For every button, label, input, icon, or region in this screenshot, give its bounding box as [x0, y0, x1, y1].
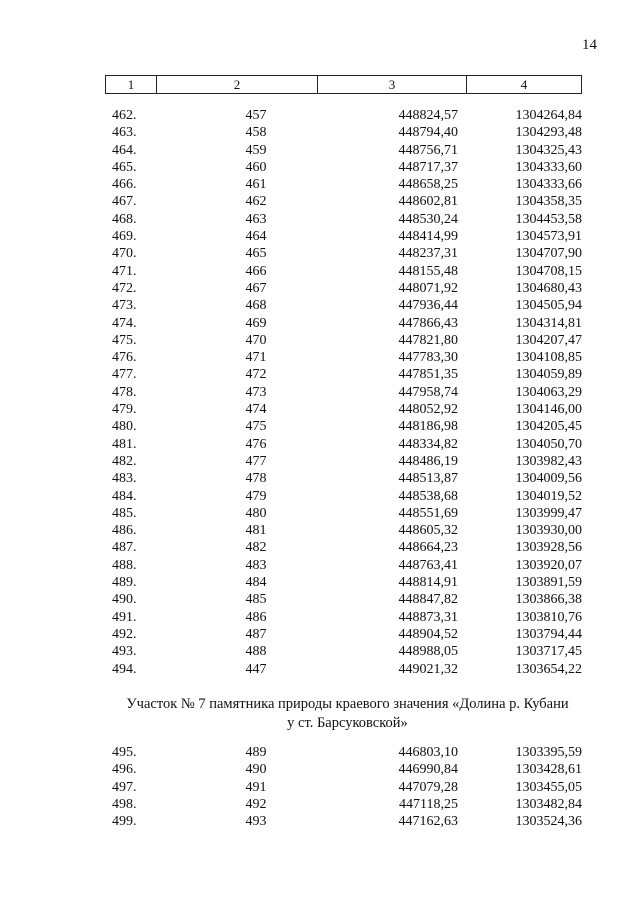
coordinate-y: 1304205,45: [515, 419, 582, 435]
coordinate-y: 1303654,22: [515, 661, 582, 677]
coordinate-x: 448071,92: [398, 280, 458, 296]
coordinate-x: 448551,69: [398, 505, 458, 521]
coordinate-x: 448763,41: [398, 557, 458, 573]
table-row: [0, 263, 640, 280]
coordinate-x: 448847,82: [398, 592, 458, 608]
row-index: 484.: [112, 488, 137, 504]
table-row: [0, 124, 640, 141]
point-number: 468: [245, 298, 267, 314]
point-number: 471: [245, 350, 267, 366]
point-number: 477: [245, 453, 267, 469]
coordinate-x: 448904,52: [398, 626, 458, 642]
coordinate-x: 448486,19: [398, 453, 458, 469]
point-number: 486: [245, 609, 267, 625]
coordinate-y: 1304333,60: [515, 159, 582, 175]
point-number: 462: [245, 194, 267, 210]
row-index: 498.: [112, 796, 137, 812]
coordinate-y: 1304573,91: [515, 229, 582, 245]
coordinate-x: 448658,25: [398, 177, 458, 193]
table-row: [0, 661, 640, 678]
table-row: [0, 505, 640, 522]
coordinate-x: 448756,71: [398, 142, 458, 158]
coordinate-y: 1303455,05: [515, 779, 582, 795]
row-index: 466.: [112, 177, 137, 193]
table-row: [0, 107, 640, 124]
coordinate-x: 446990,84: [398, 762, 458, 778]
coordinate-y: 1303930,00: [515, 523, 582, 539]
table-row: [0, 761, 640, 778]
row-index: 485.: [112, 505, 137, 521]
table-row: [0, 176, 640, 193]
point-number: 459: [245, 142, 267, 158]
coordinate-y: 1304146,00: [515, 402, 582, 418]
table-row: [0, 332, 640, 349]
coordinate-x: 448873,31: [398, 609, 458, 625]
table-row: [0, 211, 640, 228]
coordinate-x: 447118,25: [399, 796, 458, 812]
section-title-line-2: у ст. Барсуковской»: [287, 715, 408, 731]
coordinate-x: 448538,68: [398, 488, 458, 504]
row-index: 473.: [112, 298, 137, 314]
coordinate-x: 448530,24: [398, 211, 458, 227]
row-index: 499.: [112, 814, 137, 830]
coordinates-table-part-1: [0, 107, 640, 678]
point-number: 469: [245, 315, 267, 331]
coordinate-y: 1303920,07: [515, 557, 582, 573]
table-row: [0, 384, 640, 401]
row-index: 477.: [112, 367, 137, 383]
row-index: 483.: [112, 471, 137, 487]
coordinate-y: 1304680,43: [515, 280, 582, 296]
coordinate-x: 447851,35: [398, 367, 458, 383]
coordinate-x: 448155,48: [398, 263, 458, 279]
row-index: 494.: [112, 661, 137, 677]
point-number: 484: [245, 575, 267, 591]
coordinate-x: 448334,82: [398, 436, 458, 452]
point-number: 488: [245, 644, 267, 660]
coordinate-x: 447866,43: [398, 315, 458, 331]
point-number: 487: [245, 626, 267, 642]
row-index: 493.: [112, 644, 137, 660]
table-row: [0, 813, 640, 830]
coordinate-x: 447162,63: [398, 814, 458, 830]
point-number: 480: [245, 505, 267, 521]
point-number: 479: [245, 488, 267, 504]
coordinate-x: 447958,74: [398, 384, 458, 400]
coordinate-y: 1304707,90: [515, 246, 582, 262]
point-number: 465: [245, 246, 267, 262]
row-index: 470.: [112, 246, 137, 262]
table-row: [0, 401, 640, 418]
row-index: 462.: [112, 108, 137, 123]
table-row: [0, 418, 640, 435]
coordinate-x: 447079,28: [398, 779, 458, 795]
coordinate-x: 448414,99: [398, 229, 458, 245]
coordinate-y: 1304009,56: [515, 471, 582, 487]
coordinate-y: 1304314,81: [515, 315, 582, 331]
row-index: 495.: [112, 745, 137, 760]
row-index: 488.: [112, 557, 137, 573]
coordinate-y: 1303524,36: [515, 814, 582, 830]
table-row: [0, 436, 640, 453]
point-number: 467: [245, 280, 267, 296]
table-row: [0, 574, 640, 591]
coordinate-y: 1303428,61: [515, 762, 582, 778]
row-index: 487.: [112, 540, 137, 556]
coordinate-y: 1304063,29: [515, 384, 582, 400]
coordinate-x: 448602,81: [398, 194, 458, 210]
point-number: 472: [245, 367, 267, 383]
coordinate-y: 1304453,58: [515, 211, 582, 227]
table-row: [0, 626, 640, 643]
coordinate-y: 1304108,85: [515, 350, 582, 366]
table-row: [0, 779, 640, 796]
point-number: 474: [245, 402, 267, 418]
point-number: 491: [245, 779, 267, 795]
row-index: 468.: [112, 211, 137, 227]
point-number: 458: [245, 125, 267, 141]
point-number: 447: [245, 661, 267, 677]
point-number: 490: [245, 762, 267, 778]
table-row: [0, 349, 640, 366]
row-index: 492.: [112, 626, 137, 642]
row-index: 472.: [112, 280, 137, 296]
row-index: 480.: [112, 419, 137, 435]
row-index: 464.: [112, 142, 137, 158]
point-number: 473: [245, 384, 267, 400]
point-number: 475: [245, 419, 267, 435]
point-number: 478: [245, 471, 267, 487]
coordinate-y: 1303891,59: [515, 575, 582, 591]
coordinate-y: 1304050,70: [515, 436, 582, 452]
point-number: 481: [245, 523, 267, 539]
coordinate-y: 1304207,47: [515, 332, 582, 348]
coordinate-y: 1303717,45: [515, 644, 582, 660]
coordinate-x: 448513,87: [398, 471, 458, 487]
coordinates-table-part-2: [0, 744, 640, 830]
coordinate-y: 1303482,84: [515, 796, 582, 812]
table-row: [0, 796, 640, 813]
table-row: [0, 142, 640, 159]
row-index: 479.: [112, 402, 137, 418]
coordinate-y: 1304325,43: [515, 142, 582, 158]
coordinate-x: 447936,44: [398, 298, 458, 314]
row-index: 471.: [112, 263, 137, 279]
table-row: [0, 280, 640, 297]
coordinate-y: 1303928,56: [515, 540, 582, 556]
row-index: 497.: [112, 779, 137, 795]
row-index: 475.: [112, 332, 137, 348]
coordinate-x: 449021,32: [398, 661, 458, 677]
table-row: [0, 522, 640, 539]
coordinate-y: 1303999,47: [515, 505, 582, 521]
coordinate-y: 1303395,59: [515, 745, 582, 760]
coordinate-x: 446803,10: [398, 745, 458, 760]
point-number: 461: [245, 177, 267, 193]
coordinate-y: 1303866,38: [515, 592, 582, 608]
coordinate-y: 1304708,15: [515, 263, 582, 279]
row-index: 474.: [112, 315, 137, 331]
coordinate-x: 448186,98: [398, 419, 458, 435]
row-index: 482.: [112, 453, 137, 469]
section-title-line-1: Участок № 7 памятника природы краевого значения «Долина р. Кубани: [126, 696, 569, 712]
header-col-3: 3: [318, 76, 467, 93]
row-index: 496.: [112, 762, 137, 778]
table-row: [0, 193, 640, 210]
point-number: 466: [245, 263, 267, 279]
table-row: [0, 228, 640, 245]
table-row: [0, 159, 640, 176]
coordinate-y: 1303810,76: [515, 609, 582, 625]
table-row: [0, 315, 640, 332]
table-row: [0, 245, 640, 262]
coordinate-y: 1304358,35: [515, 194, 582, 210]
coordinate-x: 448237,31: [398, 246, 458, 262]
section-title: [110, 695, 585, 733]
point-number: 476: [245, 436, 267, 452]
table-row: [0, 744, 640, 761]
coordinate-x: 447783,30: [398, 350, 458, 366]
row-index: 465.: [112, 159, 137, 175]
row-index: 486.: [112, 523, 137, 539]
table-row: [0, 366, 640, 383]
table-row: [0, 609, 640, 626]
point-number: 464: [245, 229, 267, 245]
point-number: 483: [245, 557, 267, 573]
coordinate-y: 1304333,66: [515, 177, 582, 193]
table-row: [0, 591, 640, 608]
point-number: 489: [245, 745, 267, 760]
coordinate-x: 448824,57: [398, 108, 458, 123]
header-col-1: 1: [106, 76, 157, 93]
row-index: 469.: [112, 229, 137, 245]
coordinate-x: 448794,40: [398, 125, 458, 141]
coordinate-x: 448988,05: [398, 644, 458, 660]
coordinate-y: 1304293,48: [515, 125, 582, 141]
coordinate-y: 1303794,44: [515, 626, 582, 642]
row-index: 463.: [112, 125, 137, 141]
header-col-4: 4: [520, 77, 528, 92]
table-row: [0, 453, 640, 470]
coordinate-x: 448717,37: [398, 159, 458, 175]
header-col-2: 2: [157, 76, 318, 93]
point-number: 463: [245, 211, 267, 227]
point-number: 482: [245, 540, 267, 556]
coordinate-x: 448605,32: [398, 523, 458, 539]
row-index: 467.: [112, 194, 137, 210]
coordinate-x: 448664,23: [398, 540, 458, 556]
coordinate-y: 1304019,52: [515, 488, 582, 504]
point-number: 457: [245, 108, 267, 123]
table-row: [0, 539, 640, 556]
coordinate-x: 448052,92: [398, 402, 458, 418]
point-number: 485: [245, 592, 267, 608]
point-number: 492: [245, 796, 267, 812]
coordinate-y: 1304059,89: [515, 367, 582, 383]
row-index: 481.: [112, 436, 137, 452]
point-number: 470: [245, 332, 267, 348]
row-index: 490.: [112, 592, 137, 608]
table-row: [0, 643, 640, 660]
point-number: 493: [245, 814, 267, 830]
coordinate-x: 448814,91: [398, 575, 458, 591]
page-number: 14: [582, 37, 597, 53]
table-row: [0, 557, 640, 574]
coordinate-x: 447821,80: [398, 332, 458, 348]
row-index: 491.: [112, 609, 137, 625]
row-index: 476.: [112, 350, 137, 366]
row-index: 489.: [112, 575, 137, 591]
coordinate-y: 1304264,84: [515, 108, 582, 123]
row-index: 478.: [112, 384, 137, 400]
coordinate-y: 1304505,94: [515, 298, 582, 314]
table-row: [0, 488, 640, 505]
table-row: [0, 470, 640, 487]
point-number: 460: [245, 159, 267, 175]
table-header: [105, 75, 582, 94]
table-row: [0, 297, 640, 314]
coordinate-y: 1303982,43: [515, 453, 582, 469]
